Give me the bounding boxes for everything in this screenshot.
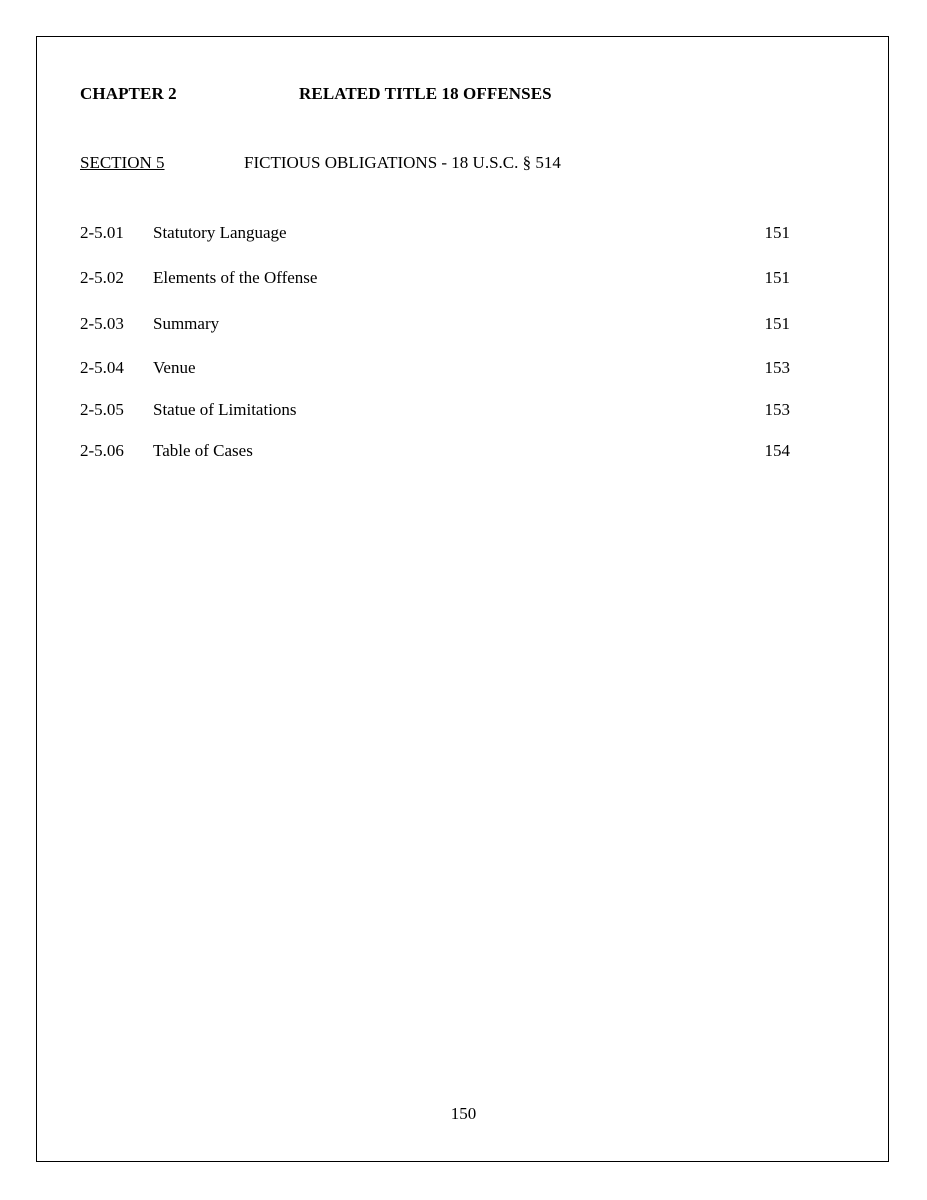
toc-entry-title: Statutory Language [153, 223, 287, 242]
toc-entry-number: 2-5.05 [80, 400, 124, 419]
toc-entry-page: 153 [764, 358, 790, 377]
toc-entry-number: 2-5.03 [80, 314, 124, 333]
toc-entry-page: 151 [764, 268, 790, 287]
toc-entry [80, 400, 790, 422]
toc-entry-page: 151 [764, 314, 790, 333]
toc-entry-page: 153 [764, 400, 790, 419]
toc-entry-title: Table of Cases [153, 441, 253, 460]
toc-entry [80, 314, 790, 336]
toc-entry-number: 2-5.06 [80, 441, 124, 460]
toc-entry-number: 2-5.02 [80, 268, 124, 287]
toc-entry-title: Elements of the Offense [153, 268, 318, 287]
chapter-title: RELATED TITLE 18 OFFENSES [299, 84, 552, 103]
toc-entry-title: Statue of Limitations [153, 400, 297, 419]
toc-entry-page: 154 [764, 441, 790, 460]
chapter-label: CHAPTER 2 [80, 84, 177, 103]
toc-entry [80, 441, 790, 463]
page-border [36, 36, 889, 1162]
toc-entry-number: 2-5.01 [80, 223, 124, 242]
toc-entry [80, 358, 790, 380]
toc-entry-number: 2-5.04 [80, 358, 124, 377]
section-label: SECTION 5 [80, 153, 165, 172]
toc-entry-page: 151 [764, 223, 790, 242]
toc-entry-title: Venue [153, 358, 196, 377]
section-title: FICTIOUS OBLIGATIONS - 18 U.S.C. § 514 [244, 153, 561, 172]
toc-entry [80, 223, 790, 245]
toc-entry-title: Summary [153, 314, 220, 333]
page-number: 150 [450, 1104, 477, 1123]
toc-entry [80, 268, 790, 290]
